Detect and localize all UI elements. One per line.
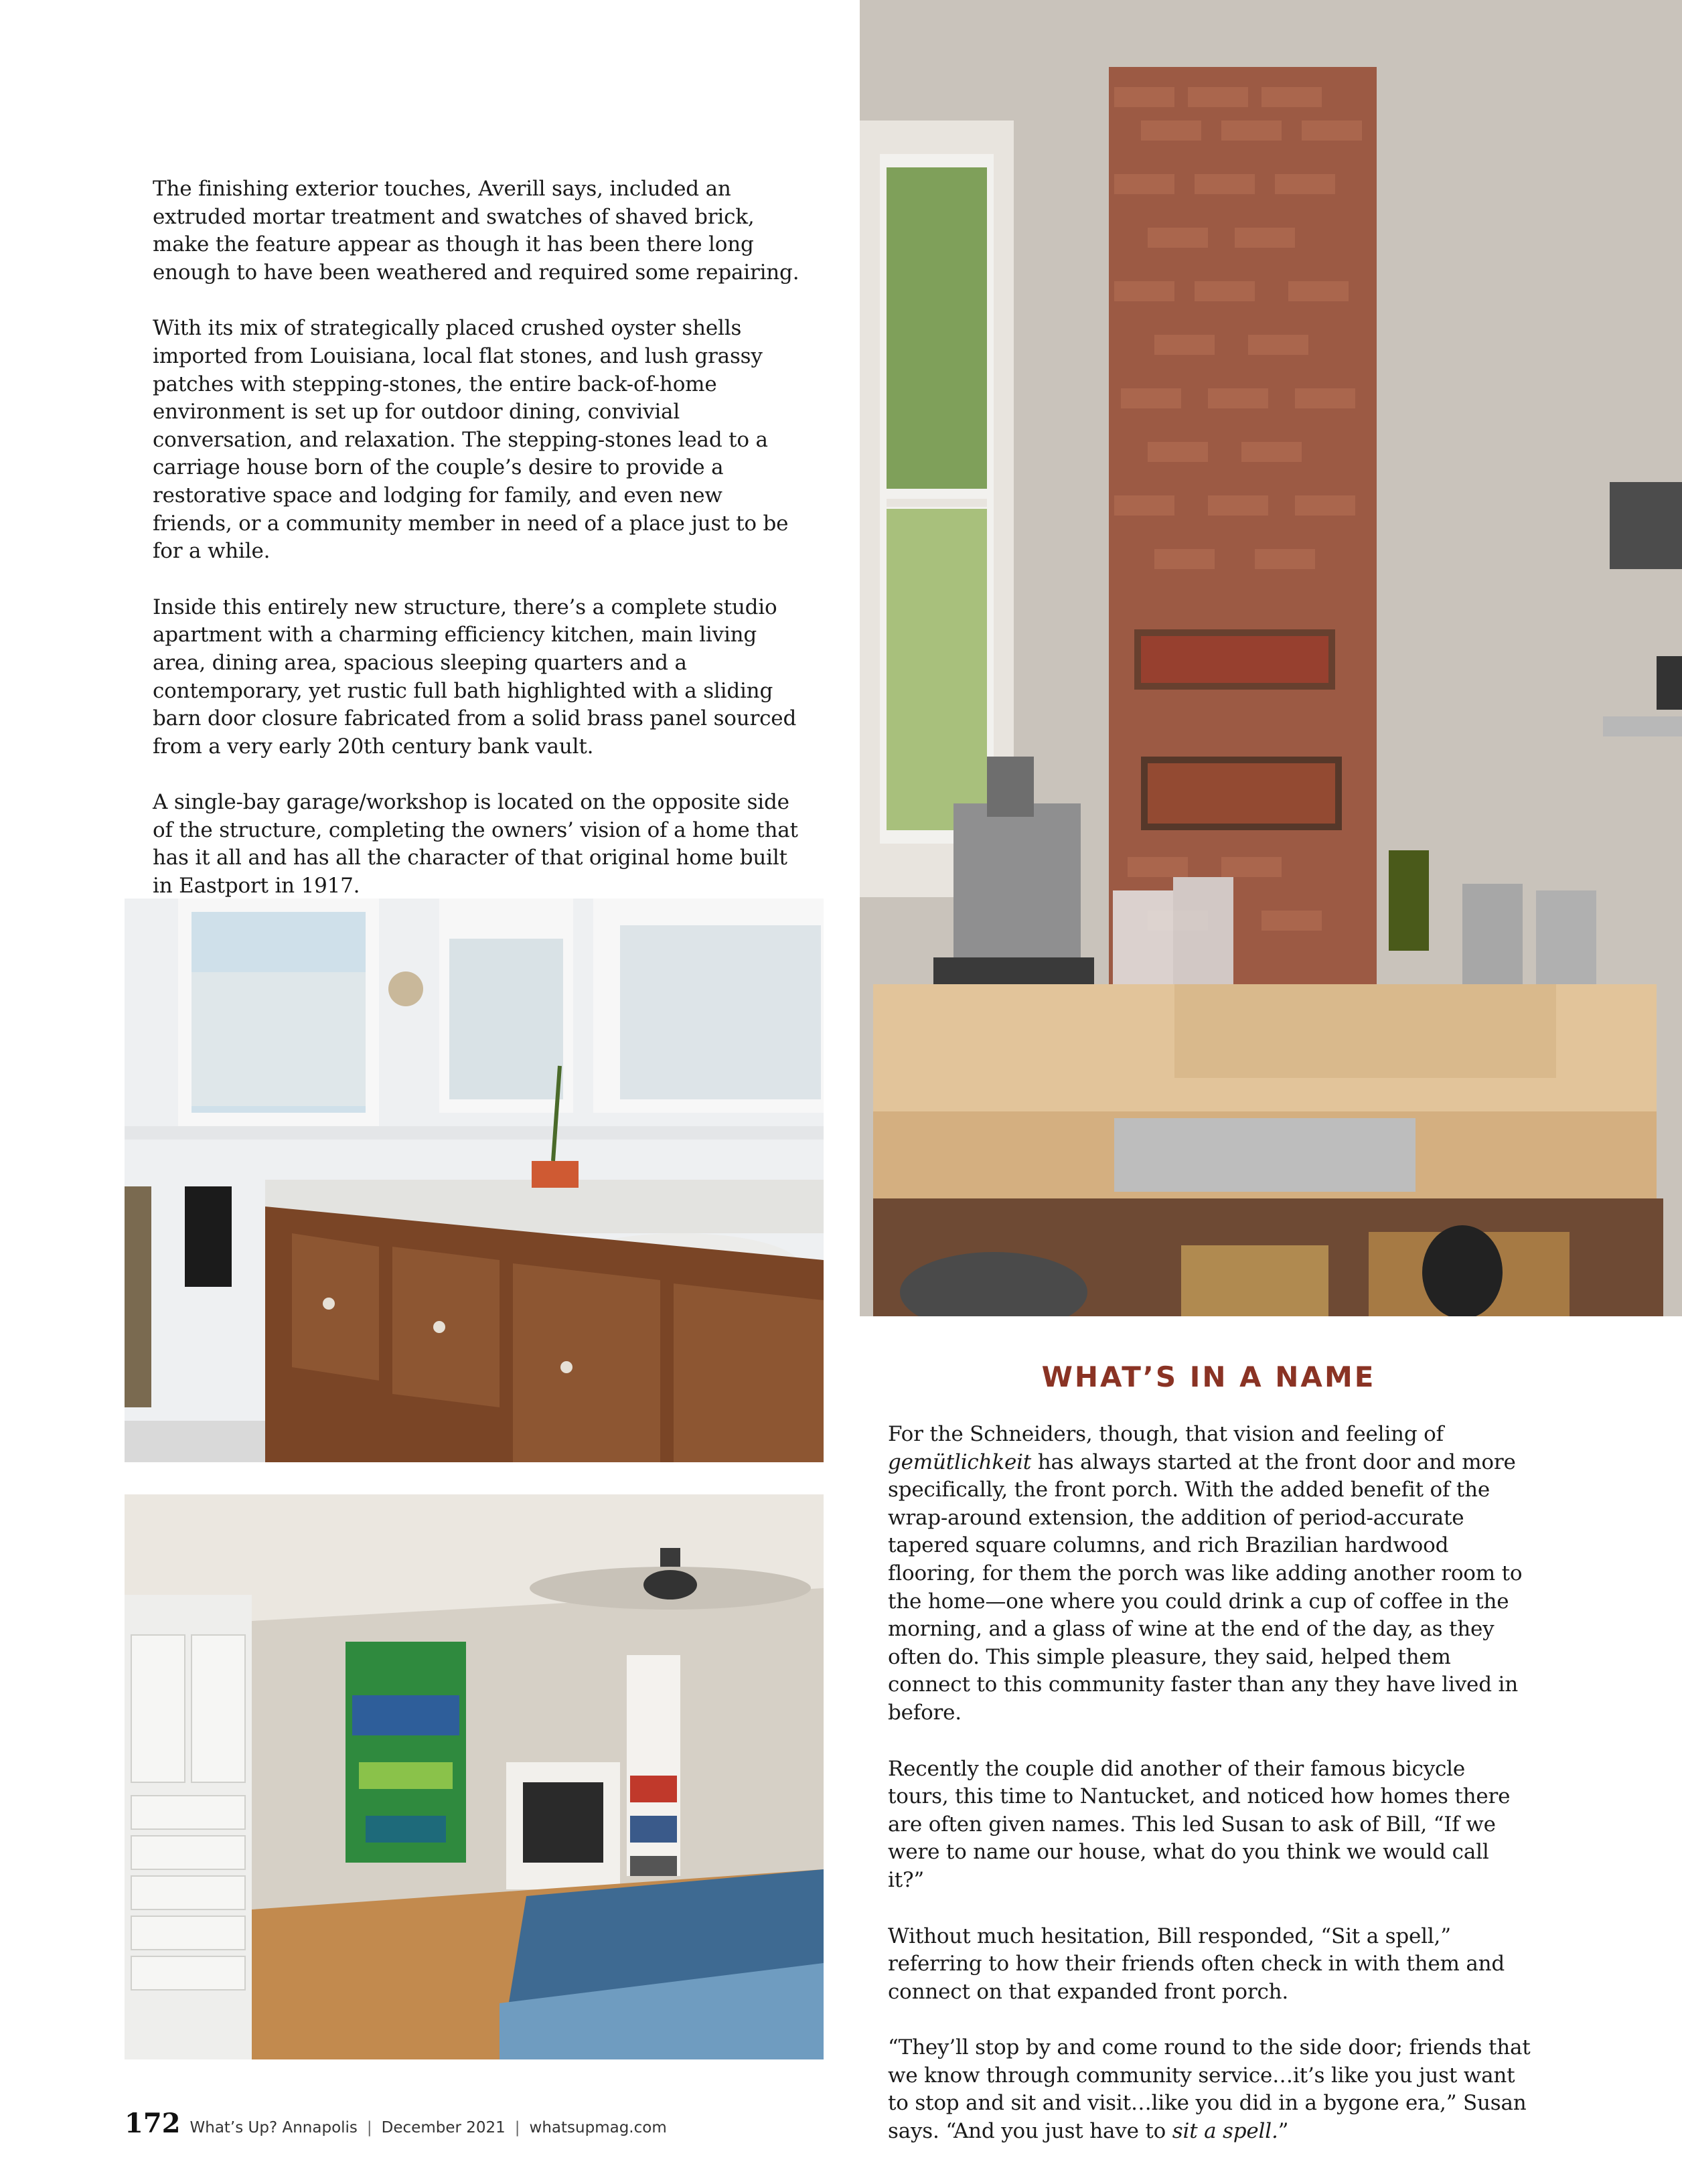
body-paragraph: For the Schneiders, though, that vision and feeling of gemütlichkeit has always started at the front door and more specifically, the front porch. With the added benefit of the wrap-around extension, the addition of period-accurate tapered square columns, and rich Brazilian hardwood flooring, for them the porch was like adding another room to the home—one where you could drink a cup of coffee in the morning, and a glass of wine at the end of the day, as they often do. This simple pleasure, they said, helped them connect to this community faster than any they have lived in before. bbox=[888, 1422, 1523, 1725]
website-link[interactable]: whatsupmag.com bbox=[529, 2119, 667, 2136]
left-column bbox=[153, 175, 802, 929]
page-footer bbox=[125, 2108, 667, 2141]
body-paragraph: A single-bay garage/workshop is located on the opposite side of the structure, completing the owners’ vision of a home that has it all and has all the character of that original home built in Eastport in 1917. bbox=[153, 790, 798, 899]
publication-name: What’s Up? Annapolis bbox=[189, 2119, 358, 2136]
italic-term: sit a spell. bbox=[1172, 2119, 1278, 2144]
page-number: 172 bbox=[125, 2108, 181, 2139]
body-paragraph: The finishing exterior touches, Averill says, included an extruded mortar treatment and swatches of shaved brick, make the feature appear as though it has been there long enough to have been weathered and required some repairing. bbox=[153, 177, 799, 285]
body-paragraph: Without much hesitation, Bill responded, “Sit a spell,” referring to how their friends often check in with them and connect on that expanded front porch. bbox=[888, 1924, 1505, 2004]
footer-separator: | bbox=[514, 2119, 520, 2136]
right-column bbox=[888, 1421, 1531, 2174]
issue-date: December 2021 bbox=[381, 2119, 506, 2136]
section-heading: WHAT’S IN A NAME bbox=[1041, 1360, 1376, 1393]
body-paragraph: Recently the couple did another of their famous bicycle tours, this time to Nantucket, and noticed how homes there are often given names. This led Susan to ask of Bill, “If we were to name our house, what do you think we would call it?” bbox=[888, 1756, 1511, 1892]
body-paragraph: Inside this entirely new structure, there’s a complete studio apartment with a charming efficiency kitchen, main living area, dining area, spacious sleeping quarters and a contemporary, yet rustic full bath highlighted with a sliding barn door closure fabricated from a solid brass panel sourced from a very early 20th century bank vault. bbox=[153, 595, 797, 759]
kitchen-photo bbox=[860, 0, 1682, 1316]
bathroom-photo bbox=[125, 899, 824, 1462]
body-paragraph: “They’ll stop by and come round to the side door; friends that we know through community service…it’s like you just want to stop and sit and visit…like you did in a bygone era,” Susan says. “And you just have to sit a spell.” bbox=[888, 2035, 1531, 2144]
footer-separator: | bbox=[366, 2119, 372, 2136]
italic-term: gemütlichkeit bbox=[888, 1450, 1032, 1474]
body-paragraph: With its mix of strategically placed crushed oyster shells imported from Louisiana, local flat stones, and lush grassy patches with stepping-stones, the entire back-of-home environment is set up for outdoor dining, convivial conversation, and relaxation. The stepping-stones lead to a carriage house born of the couple’s desire to provide a restorative space and lodging for family, and even new friends, or a community member in need of a place just to be for a while. bbox=[153, 316, 789, 564]
bedroom-photo bbox=[125, 1494, 824, 2059]
